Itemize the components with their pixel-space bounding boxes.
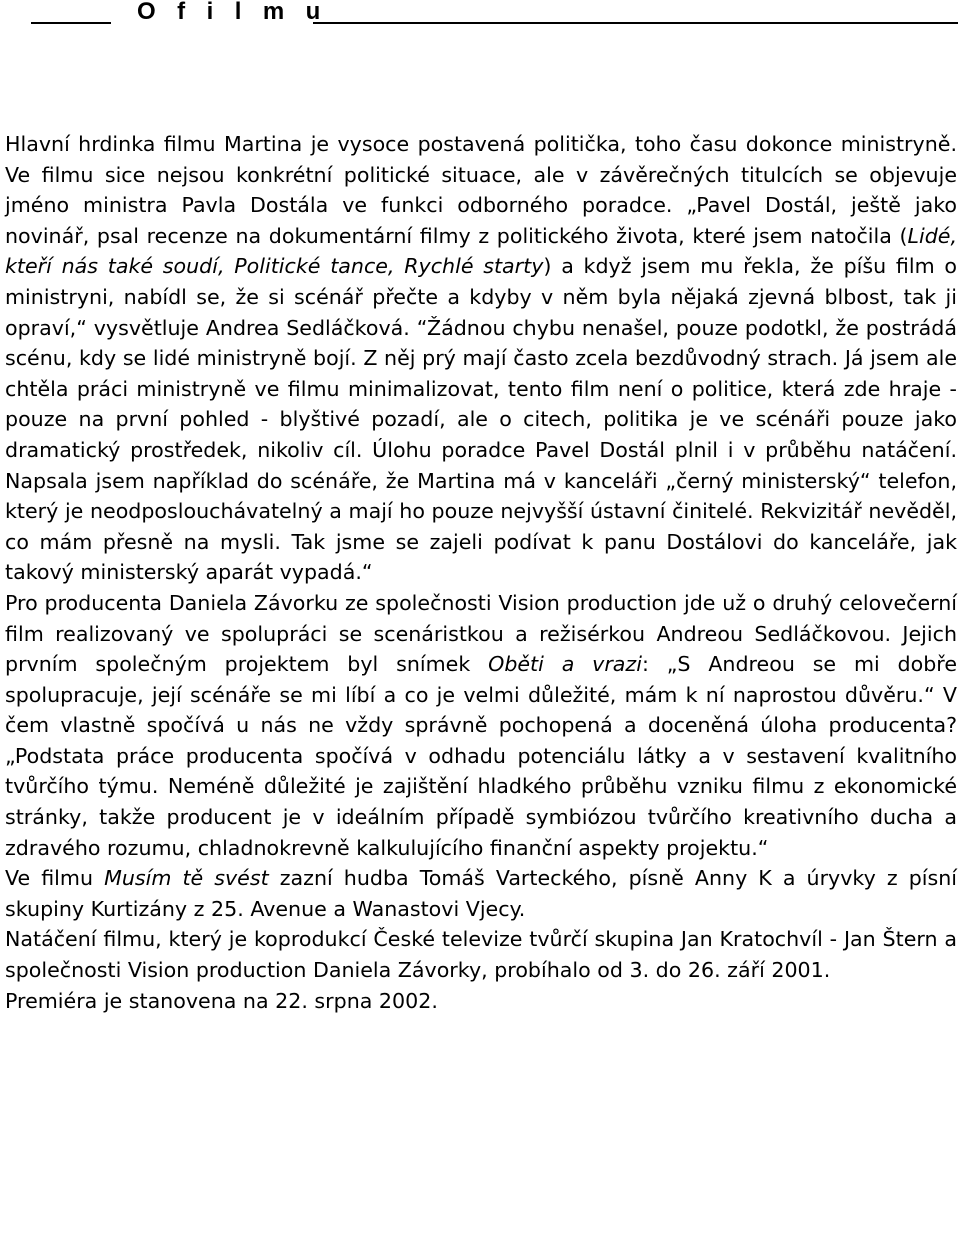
section-header xyxy=(0,0,960,30)
section-title: O f i l m u xyxy=(137,0,328,25)
paragraph-premiere xyxy=(5,986,957,1017)
paragraph-shooting-text: Natáčení filmu, který je koprodukcí České televize tvůrčí skupina Jan Kratochvíl - Jan Štern a společnosti Vision production Daniela Závorky, probíhalo od 3. do 26. září 2001. xyxy=(5,927,957,983)
paragraph-music-text-2: zazní hudba Tomáš Varteckého, písně Anny K a úryvky z písní skupiny Kurtizány z 25. Avenue a Wanastovi Vjecy. xyxy=(5,866,958,921)
article-body xyxy=(5,129,957,1016)
paragraph-producer xyxy=(5,588,957,863)
film-titles-italic: Lidé, kteří nás také soudí, Politické tance, Rychlé starty xyxy=(5,223,957,279)
paragraph-main xyxy=(5,129,957,588)
paragraph-premiere-text: Premiéra je stanovena na 22. srpna 2002. xyxy=(5,988,438,1013)
paragraph-main-text-1: Hlavní hrdinka filmu Martina je vysoce postavená politička, toho času dokonce ministryně. Ve filmu sice nejsou konkrétní politické situace, ale v závěrečných titulcích se objevuje jméno ministra Pavla Dostála ve funkci odborného poradce. „Pavel Dostál, ještě jako novinář, psal recenze na dokumentární filmy z politického života, které jsem natočila ( xyxy=(5,132,957,248)
film-title-obeti-a-vrazi: Oběti a vrazi xyxy=(488,652,642,677)
paragraph-producer-text-1: Pro producenta Daniela Závorku ze společnosti Vision production jde už o druhý celovečerní film realizovaný ve spolupráci se scenáristkou a režisérkou Andreou Sedláčkovou. Jejich prvním společným projektem byl snímek xyxy=(5,590,957,677)
paragraph-main-text-2: ) a když jsem mu řekla, že píšu film o ministryni, nabídl se, že si scénář přečte a kdyby v něm byla nějaká zjevná blbost, tak ji opraví,“ vysvětluje Andrea Sedláčková. “Žádnou chybu nenašel, pouze podotkl, že postrádá scénu, kdy se lidé ministryně bojí. Z něj prý mají často zcela bezdůvodný strach. Já jsem ale chtěla práci ministryně ve filmu minimalizovat, tento film není o politice, která zde hraje - pouze na první pohled - blyštivé pozadí, ale o citech, politika je ve scénáři pouze jako dramatický prostředek, nikoliv cíl. Úlohu poradce Pavel Dostál plnil i v průběhu natáčení. Napsala jsem například do scénáře, že Martina má v kanceláři „černý ministerský“ telefon, který je neodposlouchávatelný a mají ho pouze nejvyšší ústavní činitelé. Rekvizitář nevěděl, co mám přesně na mysli. Tak jsme se zajeli podívat k panu Dostálovi do kanceláře, jak takový ministerský aparát vypadá.“ xyxy=(5,254,957,585)
paragraph-shooting xyxy=(5,924,957,985)
header-rule-right xyxy=(313,22,958,24)
header-rule-left xyxy=(31,22,111,24)
paragraph-music-text-1: Ve filmu xyxy=(5,866,105,891)
film-title-musim-te-svest: Musím tě svést xyxy=(104,866,269,891)
paragraph-music xyxy=(5,863,957,924)
paragraph-producer-text-2: : „S Andreou se mi dobře spolupracuje, její scénáře se mi líbí a co je velmi důležité, mám k ní naprostou důvěru.“ V čem vlastně spočívá u nás ne vždy správně pochopená a doceněná úloha producenta? „Podstata práce producenta spočívá v odhadu potenciálu látky a v sestavení kvalitního tvůrčího týmu. Neméně důležité je zajištění hladkého průběhu vzniku filmu z ekonomické stránky, takže producent je v ideálním případě symbiózou tvůrčího kreativního ducha a zdravého rozumu, chladnokrevně kalkulujícího finanční aspekty projektu.“ xyxy=(5,652,957,860)
